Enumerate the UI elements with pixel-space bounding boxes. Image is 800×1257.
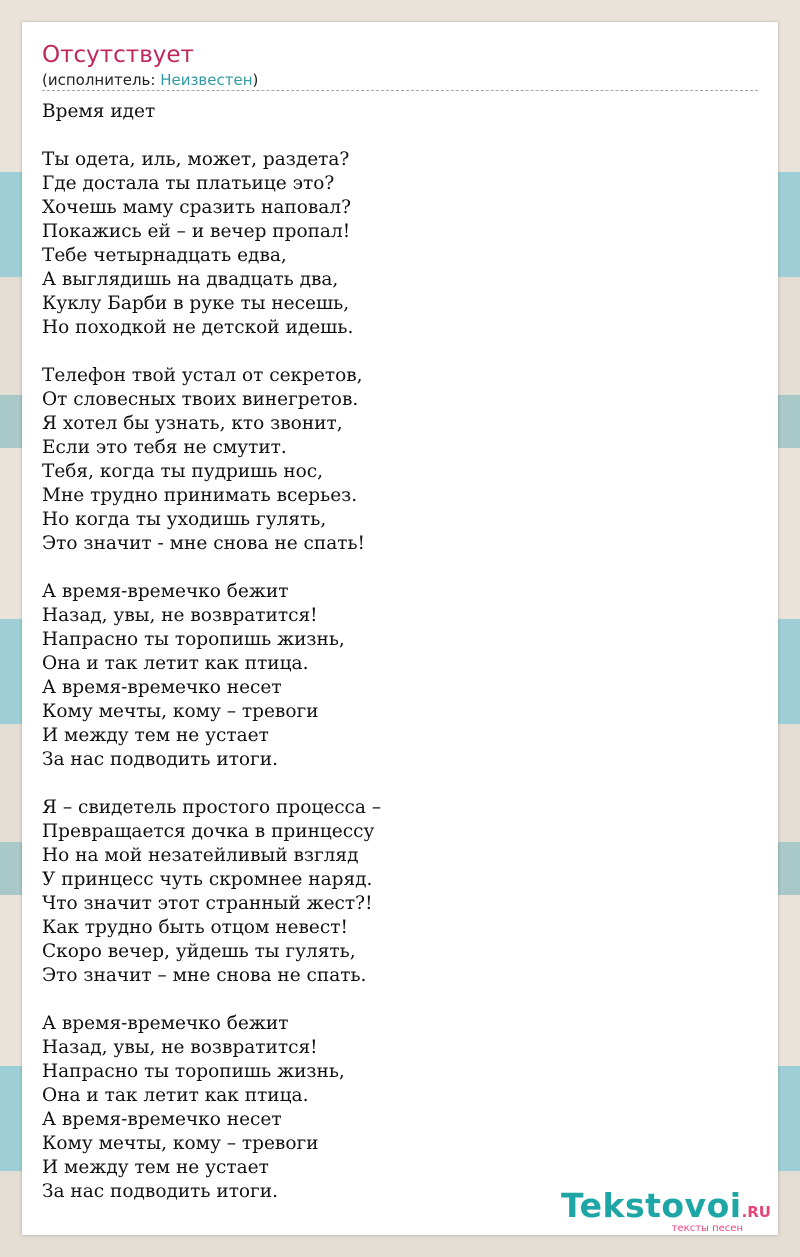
lyric-line: Время идет (42, 101, 156, 122)
lyric-line: И между тем не устает (42, 725, 269, 746)
lyric-line: Назад, увы, не возвратится! (42, 1037, 318, 1058)
lyric-line: Это значит – мне снова не спать. (42, 965, 367, 986)
lyric-line: Как трудно быть отцом невест! (42, 917, 348, 938)
lyric-line: Тебе четырнадцать едва, (42, 245, 287, 266)
artist-line (42, 71, 258, 89)
lyric-line: И между тем не устает (42, 1157, 269, 1178)
lyric-line: Превращается дочка в принцессу (42, 821, 375, 842)
lyric-line: Ты одета, иль, может, раздета? (42, 149, 350, 170)
lyric-line: Но на мой незатейливый взгляд (42, 845, 359, 866)
song-title: Отсутствует (42, 42, 194, 68)
site-logo[interactable] (561, 1186, 771, 1234)
lyrics-card (22, 22, 778, 1235)
lyric-line: А время-времечко бежит (42, 1013, 289, 1034)
lyric-line: Скоро вечер, уйдешь ты гулять, (42, 941, 356, 962)
lyric-line: Я – свидетель простого процесса – (42, 797, 382, 818)
lyrics-stanza (42, 1012, 742, 1204)
lyric-line: Телефон твой устал от секретов, (42, 365, 363, 386)
lyric-line: Мне трудно принимать всерьез. (42, 485, 358, 506)
lyric-line: Тебя, когда ты пудришь нос, (42, 461, 324, 482)
artist-prefix: (исполнитель: (42, 71, 161, 89)
artist-link[interactable]: Неизвестен (160, 71, 253, 89)
lyric-line: Но походкой не детской идешь. (42, 317, 354, 338)
lyric-line: Это значит - мне снова не спать! (42, 533, 365, 554)
lyric-line: Кому мечты, кому – тревоги (42, 1133, 319, 1154)
lyrics-stanza (42, 580, 742, 772)
lyric-line: Если это тебя не смутит. (42, 437, 287, 458)
lyric-line: А время-времечко несет (42, 677, 282, 698)
lyric-line: Напрасно ты торопишь жизнь, (42, 629, 345, 650)
lyric-line: Она и так летит как птица. (42, 653, 309, 674)
title-divider (42, 90, 758, 91)
lyric-line: Куклу Барби в руке ты несешь, (42, 293, 350, 314)
lyric-line: А выглядишь на двадцать два, (42, 269, 339, 290)
lyric-line: Но когда ты уходишь гулять, (42, 509, 327, 530)
lyrics-stanza (42, 148, 742, 340)
logo-wordmark: Tekstovoi (561, 1186, 742, 1225)
lyrics-stanza (42, 796, 742, 988)
lyric-line: За нас подводить итоги. (42, 749, 278, 770)
lyric-line: У принцесс чуть скромнее наряд. (42, 869, 373, 890)
lyric-line: Что значит этот странный жест?! (42, 893, 373, 914)
lyrics-stanza (42, 364, 742, 556)
lyric-line: Она и так летит как птица. (42, 1085, 309, 1106)
lyric-line: Кому мечты, кому – тревоги (42, 701, 319, 722)
logo-tagline: тексты песен (671, 1223, 743, 1234)
lyric-line: От словесных твоих винегретов. (42, 389, 359, 410)
lyric-line: Напрасно ты торопишь жизнь, (42, 1061, 345, 1082)
artist-suffix: ) (252, 71, 259, 89)
lyric-line: Назад, увы, не возвратится! (42, 605, 318, 626)
lyric-line: А время-времечко несет (42, 1109, 282, 1130)
lyric-line: За нас подводить итоги. (42, 1181, 278, 1202)
lyrics-stanza (42, 100, 742, 124)
lyric-line: Я хотел бы узнать, кто звонит, (42, 413, 343, 434)
logo-tld: .RU (741, 1203, 771, 1221)
lyric-line: А время-времечко бежит (42, 581, 289, 602)
lyric-line: Покажись ей – и вечер пропал! (42, 221, 351, 242)
lyric-line: Где достала ты платьице это? (42, 173, 335, 194)
lyrics-body (42, 100, 742, 1204)
lyric-line: Хочешь маму сразить наповал? (42, 197, 351, 218)
